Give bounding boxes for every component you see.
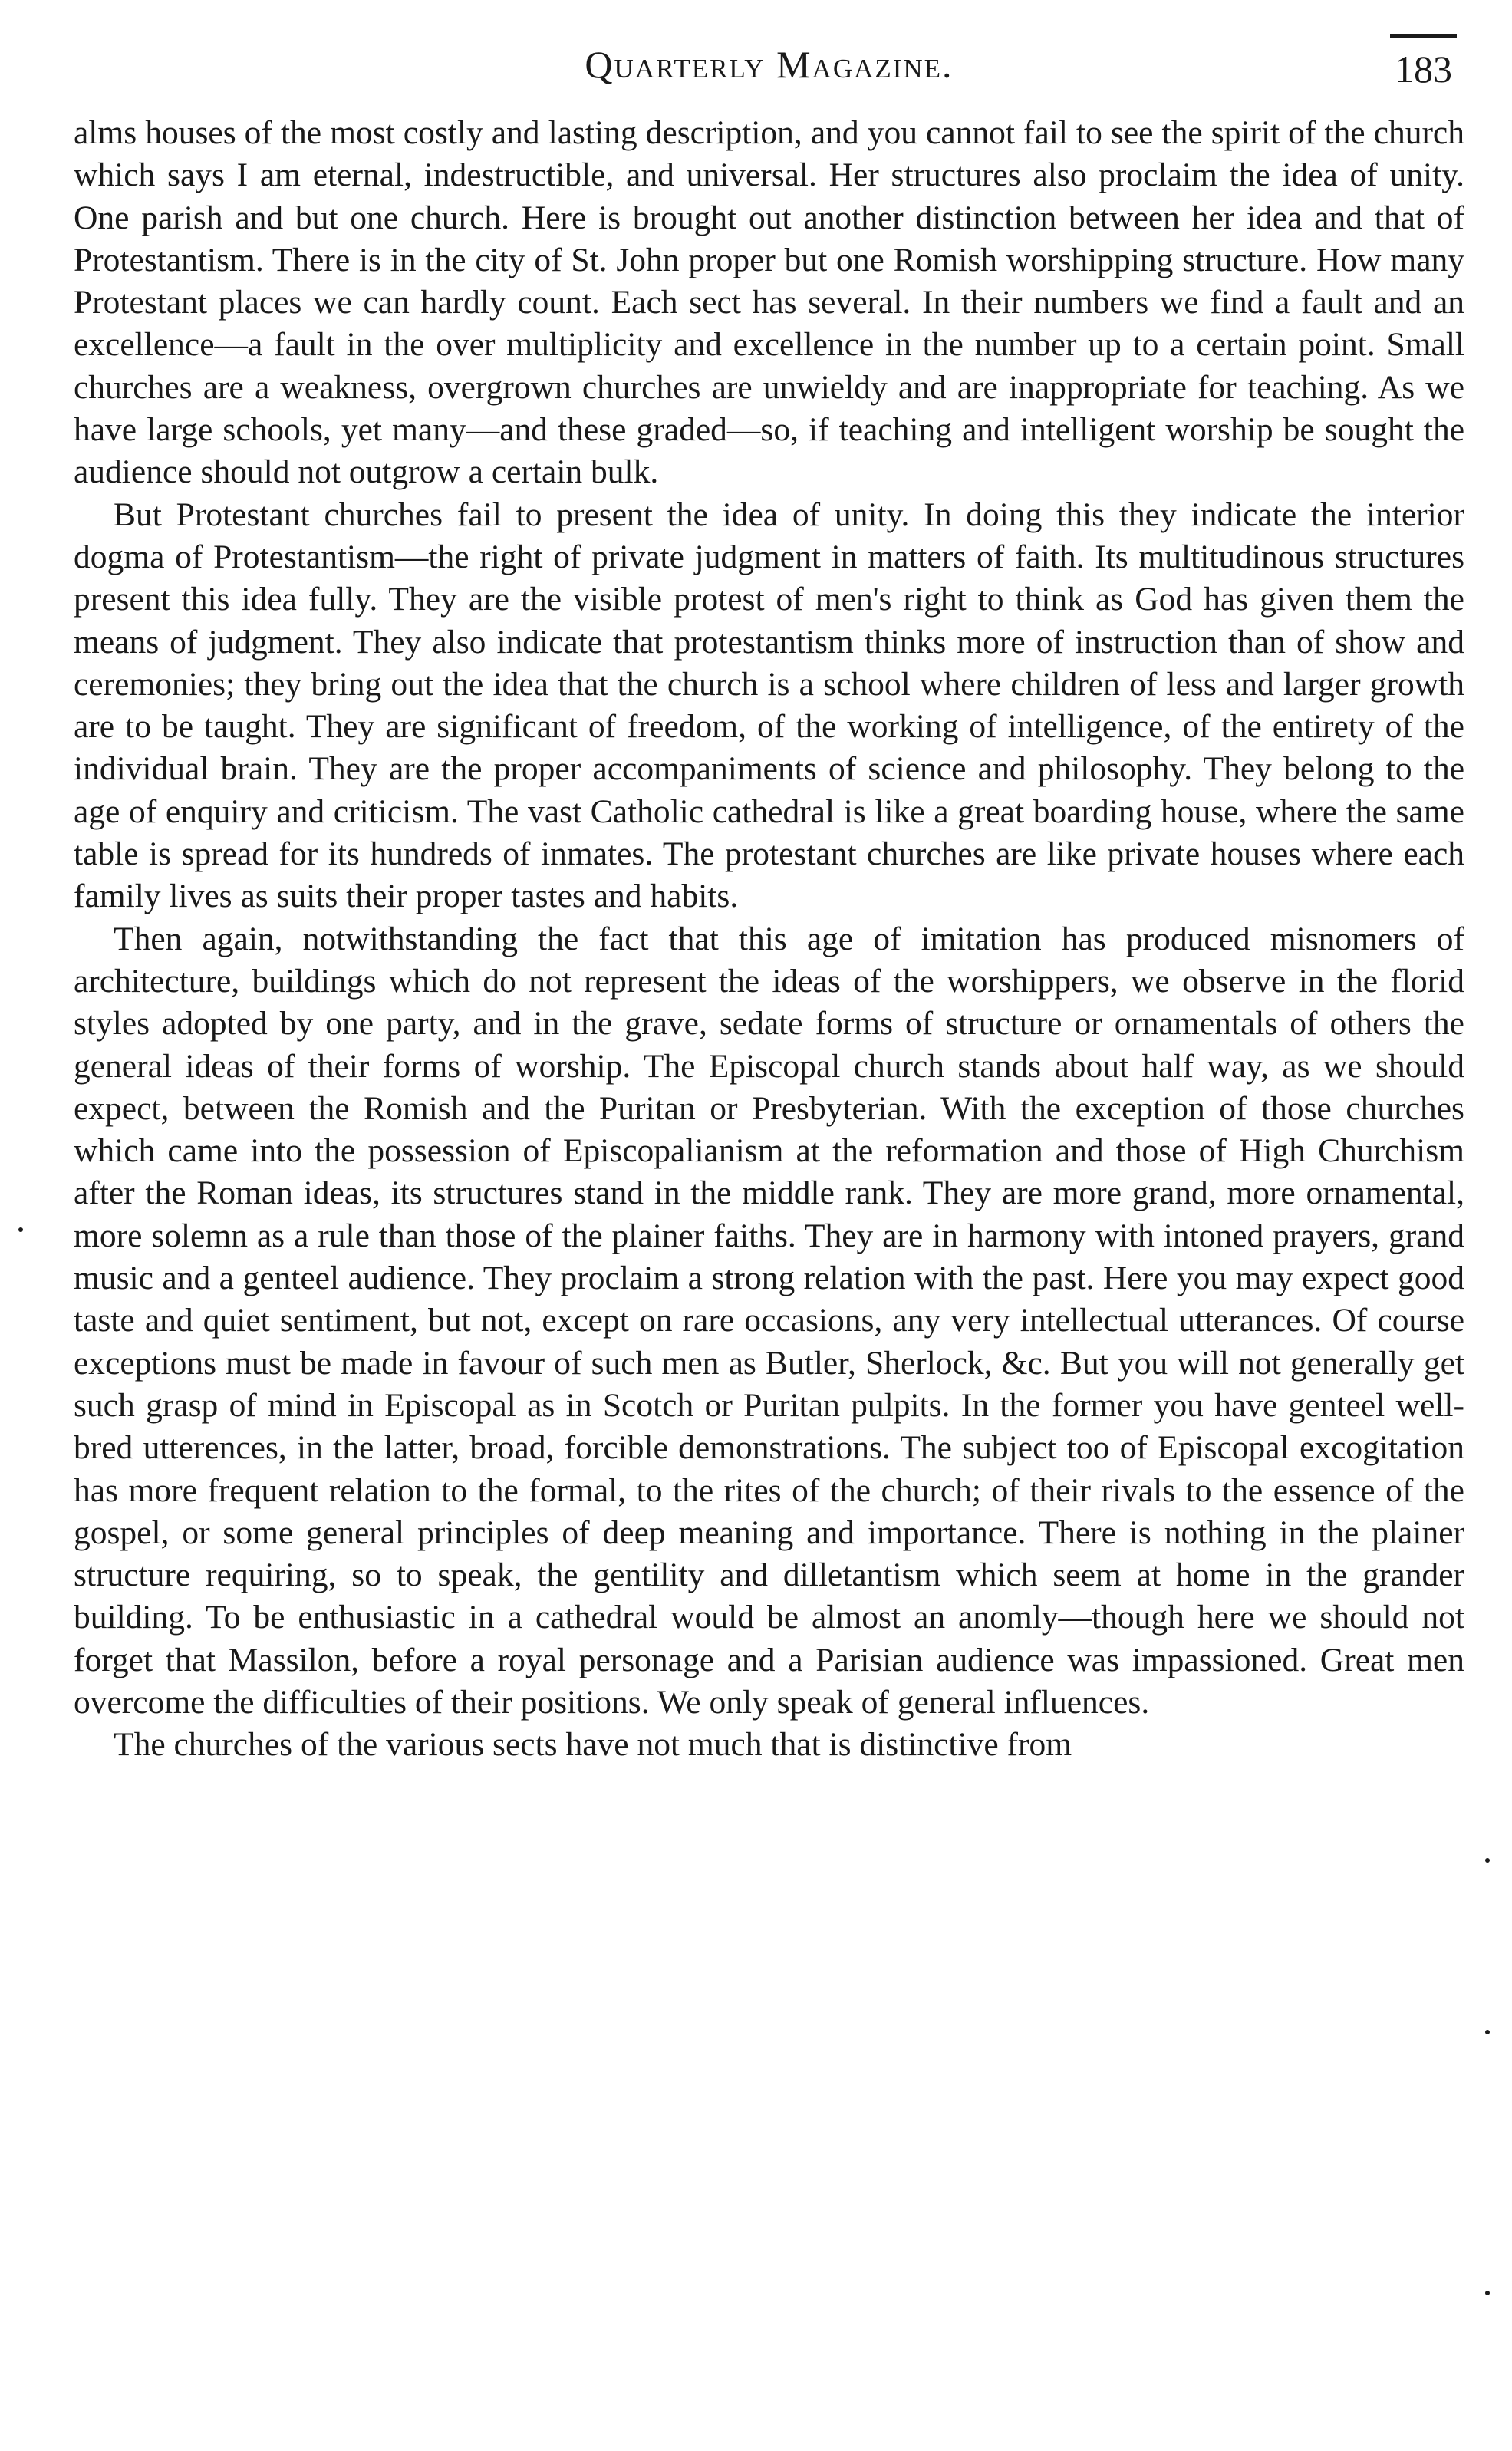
paragraph: Then again, notwithstanding the fact that this age of imitation has produced misnomers of architecture, buildings which do not represent the ideas of the worshippers, we observe in the florid styles adopted by one party, and in the grave, sedate forms of structure or ornamentals of others the general ideas of their forms of worship. The Episcopal church stands about half way, as we should expect, between the Romish and the Puritan or Presbyterian. With the exception of those churches which came into the possession of Episcopalianism at the reformation and those of High Churchism after the Roman ideas, its structures stand in the middle rank. They are more grand, more ornamental, more solemn as a rule than those of the plainer faiths. They are in harmony with intoned prayers, grand music and a genteel audience. They proclaim a strong relation with the past. Here you may expect good taste and quiet sentiment, but not, except on rare occasions, any very intellectual utterances. Of course exceptions must be made in favour of such men as Butler, Sherlock, &c. But you will not generally get such grasp of mind in Episcopal as in Scotch or Puritan pulpits. In the former you have genteel well-bred utterences, in the latter, broad, forcible demonstrations. The subject too of Episcopal excogitation has more frequent relation to the formal, to the rites of the church; of their rivals to the essence of the gospel, or some general principles of deep meaning and importance. There is nothing in the plainer structure requiring, so to speak, the gentility and dilletantism which seem at home in the grander building. To be enthusiastic in a cathedral would be almost an anomly—though here we should not forget that Massilon, before a royal personage and a Parisian audience was impassioned. Great men overcome the difficulties of their positions. We only speak of general influences. <box>74 920 1464 1721</box>
running-header <box>74 34 1464 95</box>
paragraph: The churches of the various sects have not much that is distinctive from <box>114 1726 1072 1764</box>
margin-mark <box>1485 2030 1490 2034</box>
margin-mark <box>1485 2291 1490 2295</box>
margin-mark <box>1485 1858 1490 1863</box>
body-text <box>74 112 1464 1767</box>
paragraph-continued: alms houses of the most costly and lasting description, and you cannot fail to see the spirit of the church which says I am eternal, indestructible, and universal. Her structures also proclaim the idea of unity. One parish and but one church. Here is brought out another distinction between her idea and that of Protestantism. There is in the city of St. John proper but one Romish worshipping structure. How many Protestant places we can hardly count. Each sect has several. In their numbers we find a fault and an excellence—a fault in the over multiplicity and excellence in the number up to a certain point. Small churches are a weakness, overgrown churches are unwieldy and are inappropriate for teaching. As we have large schools, yet many—and these graded—so, if teaching and intelligent worship be sought the audience should not outgrow a certain bulk. <box>74 114 1464 491</box>
running-title: Quarterly Magazine. <box>585 43 954 86</box>
page-number: 183 <box>1390 34 1457 100</box>
paragraph: But Protestant churches fail to present the idea of unity. In doing this they indicate the interior dogma of Protestantism—the right of private judgment in matters of faith. Its multitudinous structures present this idea fully. They are the visible protest of men's right to think as God has given them the means of judgment. They also indicate that protestantism thinks more of instruction than of show and ceremonies; they bring out the idea that the church is a school where children of less and larger growth are to be taught. They are significant of freedom, of the working of intelligence, of the entirety of the individual brain. They are the proper accompaniments of science and philosophy. They belong to the age of enquiry and criticism. The vast Catholic cathedral is like a great boarding house, where the same table is spread for its hundreds of inmates. The protestant churches are like private houses where each family lives as suits their proper tastes and habits. <box>74 496 1464 915</box>
margin-mark <box>18 1227 23 1232</box>
